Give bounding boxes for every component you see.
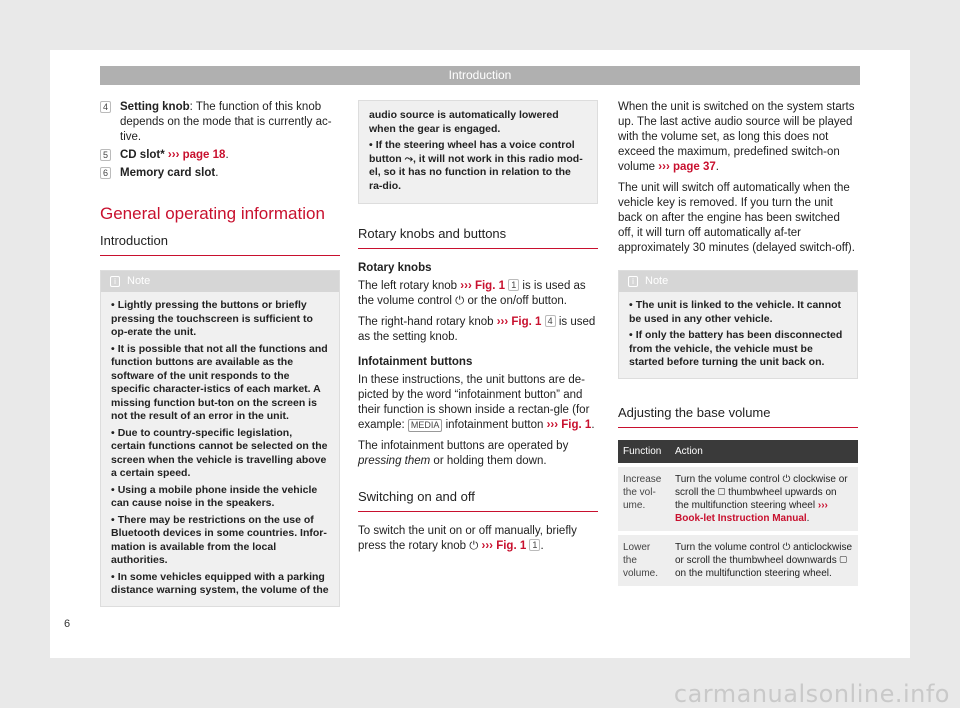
table-cell-function: Increase the vol-ume. bbox=[618, 465, 670, 533]
note-box bbox=[618, 270, 858, 379]
item-number: 4 bbox=[100, 101, 111, 113]
infotainment-subheading: Infotainment buttons bbox=[358, 356, 473, 368]
paragraph: To switch the unit on or off manually, briefly press the rotary knob ⏻ ››› Fig. 1 1 . bbox=[358, 525, 577, 552]
booklet-link[interactable]: ››› Book-let Instruction Manual bbox=[675, 499, 828, 524]
paragraph: The right-hand rotary knob ››› Fig. 1 4 is used as the setting knob. bbox=[358, 316, 596, 343]
list-item bbox=[100, 148, 340, 163]
section-subtitle: Introduction bbox=[100, 233, 340, 256]
note-bullet: • There may be restrictions on the use of Bluetooth devices in some countries. Infor-mation is available from the local authorities. bbox=[111, 513, 327, 566]
item-text: : The function of this knob depends on the mode that is currently ac-tive. bbox=[120, 101, 332, 143]
callout-number: 1 bbox=[529, 539, 540, 551]
note-body bbox=[101, 292, 339, 598]
switching-heading: Switching on and off bbox=[358, 489, 598, 512]
note-bullet: • The unit is linked to the vehicle. It cannot be used in any other vehicle. bbox=[629, 299, 842, 325]
table-cell-function: Lower the volume. bbox=[618, 533, 670, 586]
paragraph: When the unit is switched on the system starts up. The last active audio source will be played with the volume set, as long this does not exceed the maximum, predefined switch-on volume ››› page 37. bbox=[618, 101, 855, 173]
note-bullet: • Lightly pressing the buttons or briefly pressing the touchscreen is sufficient to op-erate the unit. bbox=[111, 299, 313, 338]
paragraph: In these instructions, the unit buttons are de-picted by the word “infotainment button” and their function is shown inside a rectan-gle (for example: MEDIA infotainment button ››› Fig. 1. bbox=[358, 374, 595, 431]
note-heading: Note bbox=[127, 275, 151, 287]
list-item bbox=[100, 166, 340, 181]
info-icon: i bbox=[628, 276, 638, 287]
page-header: Introduction bbox=[100, 66, 860, 85]
media-button-label: MEDIA bbox=[408, 419, 443, 432]
table-header-row bbox=[618, 440, 858, 465]
note-continued-text: audio source is automatically lowered when the gear is engaged. bbox=[369, 109, 559, 135]
callout-number: 4 bbox=[545, 315, 556, 327]
item-text: . bbox=[225, 149, 229, 161]
column-2 bbox=[358, 100, 598, 554]
paragraph: The left rotary knob ››› Fig. 1 1 is is used as the volume control ⏻ or the on/off button. bbox=[358, 280, 586, 307]
watermark: carmanualsonline.info bbox=[673, 680, 950, 708]
page-link[interactable]: ››› page 37 bbox=[658, 161, 716, 173]
item-label: CD slot* bbox=[120, 149, 165, 161]
table-header: Function bbox=[618, 440, 670, 465]
table-cell-action: Turn the volume control ⏻ clockwise or scroll the ▢ thumbwheel upwards on the multifunction steering wheel ››› Book-let Instruction Manual. bbox=[670, 465, 858, 533]
note-bullet: • In some vehicles equipped with a parking distance warning system, the volume of the bbox=[111, 570, 329, 596]
list-item bbox=[100, 100, 340, 145]
note-header bbox=[619, 271, 857, 292]
table-cell-action: Turn the volume control ⏻ anticlockwise or scroll the thumbwheel downwards ▢ on the multifunction steering wheel. bbox=[670, 533, 858, 586]
fig-link[interactable]: ››› Fig. 1 bbox=[496, 316, 542, 328]
table-header: Action bbox=[670, 440, 858, 465]
item-text: . bbox=[215, 167, 219, 179]
page-link[interactable]: ››› page 18 bbox=[164, 149, 226, 161]
note-bullet: • Due to country-specific legislation, certain functions cannot be selected on the screen when the vehicle is travelling above a certain speed. bbox=[111, 426, 328, 479]
note-box bbox=[100, 270, 340, 607]
note-heading: Note bbox=[645, 275, 669, 287]
fig-link[interactable]: ››› Fig. 1 bbox=[481, 540, 527, 552]
column-3 bbox=[618, 100, 858, 586]
note-header bbox=[101, 271, 339, 292]
item-label: Memory card slot bbox=[120, 167, 216, 179]
note-bullet: • It is possible that not all the functions and function buttons are available as the software of the unit responds to the specific character-istics of each market. A missing function but-ton on the screen is not the result of an error in the unit. bbox=[111, 342, 328, 422]
paragraph: The unit will switch off automatically when the vehicle key is removed. If you turn the unit back on after the engine has been switched off, it will turn off automatically af-ter approximately 30 minutes (delayed switch-off). bbox=[618, 182, 855, 254]
column-1 bbox=[100, 100, 340, 607]
note-bullet: • If only the battery has been disconnected from the vehicle, the vehicle must be started before turning the unit back on. bbox=[629, 329, 843, 368]
table-row bbox=[618, 465, 858, 533]
item-number: 6 bbox=[100, 167, 111, 179]
volume-table bbox=[618, 440, 858, 586]
fig-link[interactable]: ››› Fig. 1 bbox=[460, 280, 505, 292]
note-body bbox=[619, 292, 857, 370]
note-box-continued bbox=[358, 100, 598, 204]
info-icon: i bbox=[110, 276, 120, 287]
item-label: Setting knob bbox=[120, 101, 190, 113]
rotary-subheading: Rotary knobs bbox=[358, 262, 432, 274]
note-body bbox=[359, 105, 597, 193]
fig-link[interactable]: ››› Fig. 1 bbox=[546, 419, 592, 431]
paragraph: The infotainment buttons are operated by pressing them or holding them down. bbox=[358, 440, 569, 467]
item-number: 5 bbox=[100, 149, 111, 161]
rotary-heading: Rotary knobs and buttons bbox=[358, 226, 598, 249]
note-bullet: • Using a mobile phone inside the vehicle can cause noise in the speakers. bbox=[111, 483, 318, 509]
note-bullet: • If the steering wheel has a voice control button ⤳, it will not work in this radio mod-el, so it has no function in relation to the ra-dio. bbox=[369, 139, 583, 192]
section-title: General operating information bbox=[100, 204, 325, 223]
page-number: 6 bbox=[64, 618, 71, 630]
callout-number: 1 bbox=[508, 279, 519, 291]
table-row bbox=[618, 533, 858, 586]
adjust-heading: Adjusting the base volume bbox=[618, 405, 858, 428]
